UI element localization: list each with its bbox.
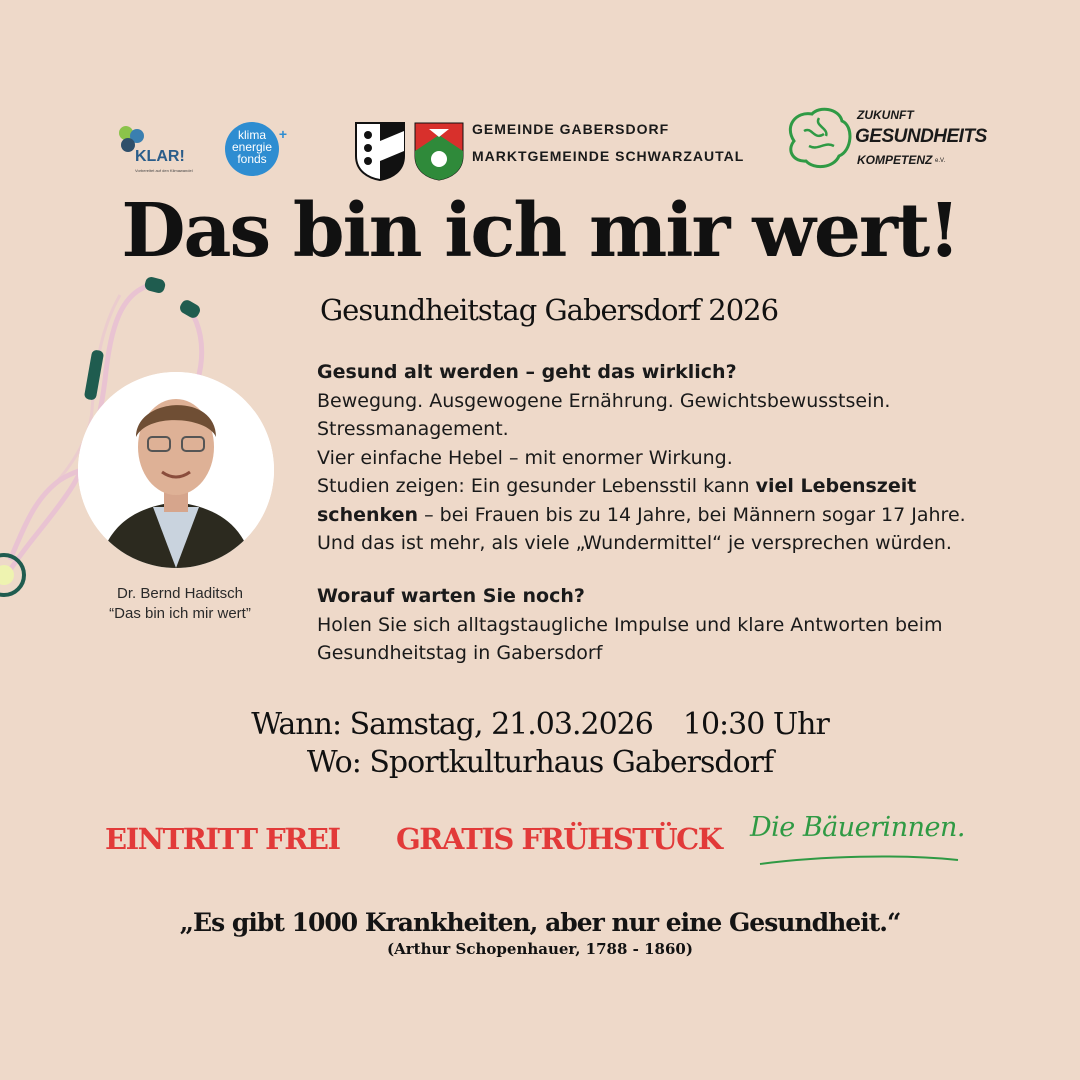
speaker-photo [78,372,274,568]
klar-name: KLAR! [135,148,185,165]
body-line-7: Holen Sie sich alltagstaugliche Impulse und klare Antworten beim [317,613,943,636]
body-question-1: Gesund alt werden – geht das wirklich? [317,361,737,383]
baeuerinnen-text: Die Bäuerinnen. [750,812,965,843]
zukunft-suffix: e.V. [935,158,946,164]
body-section-1 [317,358,1017,558]
body-line-1: Bewegung. Ausgewogene Ernährung. Gewichtsbewusstsein. [317,389,891,412]
body-section-2 [317,582,1017,668]
gabersdorf-crest-icon [354,121,406,181]
body-line-5 [317,501,1017,530]
brain-icon [784,106,854,172]
body-line-3: Vier einfache Hebel – mit enormer Wirkung. [317,446,733,469]
subheadline: Gesundheitstag Gabersdorf 2026 [320,293,779,327]
event-details [0,706,1080,782]
speaker-caption [80,584,280,624]
klima-line2: energie [231,140,273,154]
zukunft-line2: GESUNDHEITS [855,126,987,147]
free-breakfast-tag: GRATIS FRÜHSTÜCK [396,822,722,856]
klima-plus: + [278,126,287,142]
schwarzautal-crest-icon [413,121,465,181]
body-line-5a: schenken [317,503,419,526]
zukunft-line3: KOMPETENZ [857,153,933,167]
klima-energie-fonds-logo [225,122,287,176]
body-line-8: Gesundheitstag in Gabersdorf [317,642,603,664]
speaker-name: Dr. Bernd Haditsch [117,585,243,602]
klar-logo [117,124,197,176]
zukunft-line1: ZUKUNFT [857,108,914,122]
body-line-4b: viel Lebenszeit [755,475,917,497]
headline: Das bin ich mir wert! [121,188,959,274]
klima-line1: klima [237,128,266,142]
klar-tagline: Vorbereitet auf den Klimawandel [135,168,193,173]
quote-source: (Arthur Schopenhauer, 1788 - 1860) [387,940,693,958]
municipality-line2: MARKTGEMEINDE SCHWARZAUTAL [472,148,745,164]
closing-quote: „Es gibt 1000 Krankheiten, aber nur eine Gesundheit.“ [179,908,901,937]
body-line-4a: Studien zeigen: Ein gesunder Lebensstil kann [317,475,756,497]
body-line-5b: – bei Frauen bis zu 14 Jahre, bei Männern sogar 17 Jahre. [418,503,966,526]
event-when: Wann: Samstag, 21.03.2026 [251,707,653,742]
municipality-line1: GEMEINDE GABERSDORF [472,121,670,137]
body-line-6: Und das ist mehr, als viele „Wundermittel“ je versprechen würden. [317,532,952,554]
event-when-row [0,706,1080,744]
baeuerinnen-logo [750,812,965,872]
event-where: Wo: Sportkulturhaus Gabersdorf [306,745,774,780]
event-time: 10:30 Uhr [682,707,829,742]
body-question-2: Worauf warten Sie noch? [317,585,585,607]
klima-line3: fonds [237,152,267,166]
body-line-4 [317,472,1017,501]
speaker-quote: “Das bin ich mir wert” [109,605,251,622]
free-entry-tag: EINTRITT FREI [105,822,340,856]
body-line-2: Stressmanagement. [317,418,509,440]
